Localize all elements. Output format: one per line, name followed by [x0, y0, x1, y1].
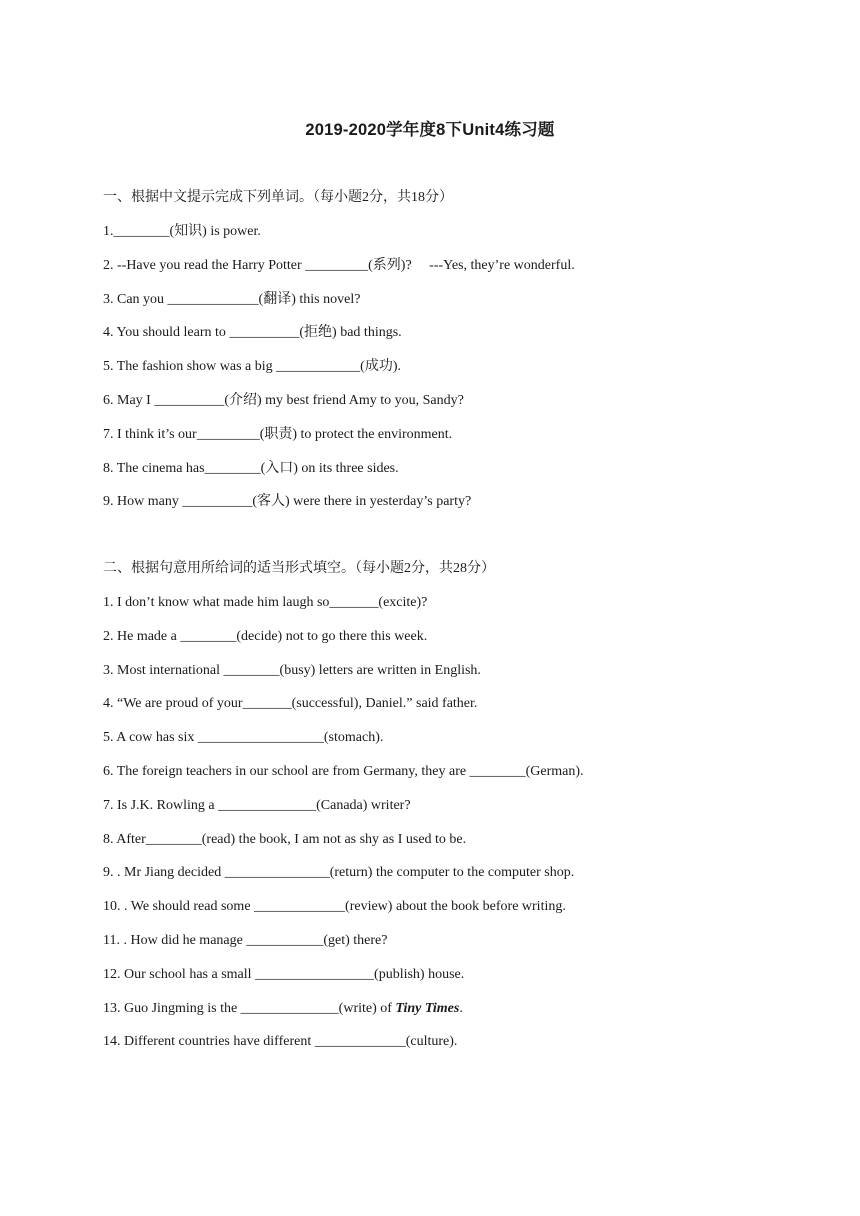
question-13-end: . [459, 1000, 463, 1016]
question-item: 5. A cow has six __________________(stomach). [103, 730, 384, 746]
question-item: 6. May I __________(介绍) my best friend Amy to you, Sandy? [103, 392, 464, 408]
question-item: 4. You should learn to __________(拒绝) bad things. [103, 325, 402, 341]
question-item: 2. --Have you read the Harry Potter _________(系列)? ---Yes, they’re wonderful. [103, 257, 575, 273]
question-item: 4. “We are proud of your_______(successful), Daniel.” said father. [103, 696, 478, 712]
question-item: 12. Our school has a small _________________(publish) house. [103, 966, 465, 982]
section-2 [103, 559, 803, 1066]
question-13-text: 13. Guo Jingming is the ______________(write) of [103, 1000, 396, 1016]
question-item: 5. The fashion show was a big ____________(成功). [103, 359, 401, 375]
section-2-heading: 二、根据句意用所给词的适当形式填空。（每小题2分，共28分） [103, 561, 495, 576]
question-item: 10. . We should read some _____________(review) about the book before writing. [103, 899, 566, 915]
question-item: 1.________(知识) is power. [103, 224, 261, 239]
question-item: 3. Most international ________(busy) letters are written in English. [103, 662, 481, 678]
page-title: 2019-2020学年度8下Unit4练习题 [305, 121, 555, 139]
question-item: 8. After________(read) the book, I am not as shy as I used to be. [103, 831, 467, 847]
section-1-heading: 一、根据中文提示完成下列单词。（每小题2分，共18分） [103, 190, 453, 205]
question-item: 8. The cinema has________(入口) on its three sides. [103, 460, 399, 476]
section-1 [103, 188, 803, 526]
question-item: 9. . Mr Jiang decided _______________(return) the computer to the computer shop. [103, 865, 575, 881]
question-item: 7. I think it’s our_________(职责) to protect the environment. [103, 426, 453, 442]
question-item: 3. Can you _____________(翻译) this novel? [103, 291, 361, 307]
question-item: 11. . How did he manage ___________(get) there? [103, 932, 388, 948]
question-item: 6. The foreign teachers in our school are from Germany, they are ________(German). [103, 763, 584, 779]
question-item: 1. I don’t know what made him laugh so_______(excite)? [103, 595, 428, 610]
question-item: 2. He made a ________(decide) not to go there this week. [103, 628, 428, 644]
book-title-emphasis: Tiny Times [395, 1000, 460, 1016]
question-item: 7. Is J.K. Rowling a ______________(Canada) writer? [103, 797, 411, 813]
question-item-13 [103, 999, 803, 1033]
question-item: 14. Different countries have different _____________(culture). [103, 1034, 458, 1050]
question-item: 9. How many __________(客人) were there in yesterday’s party? [103, 494, 472, 510]
